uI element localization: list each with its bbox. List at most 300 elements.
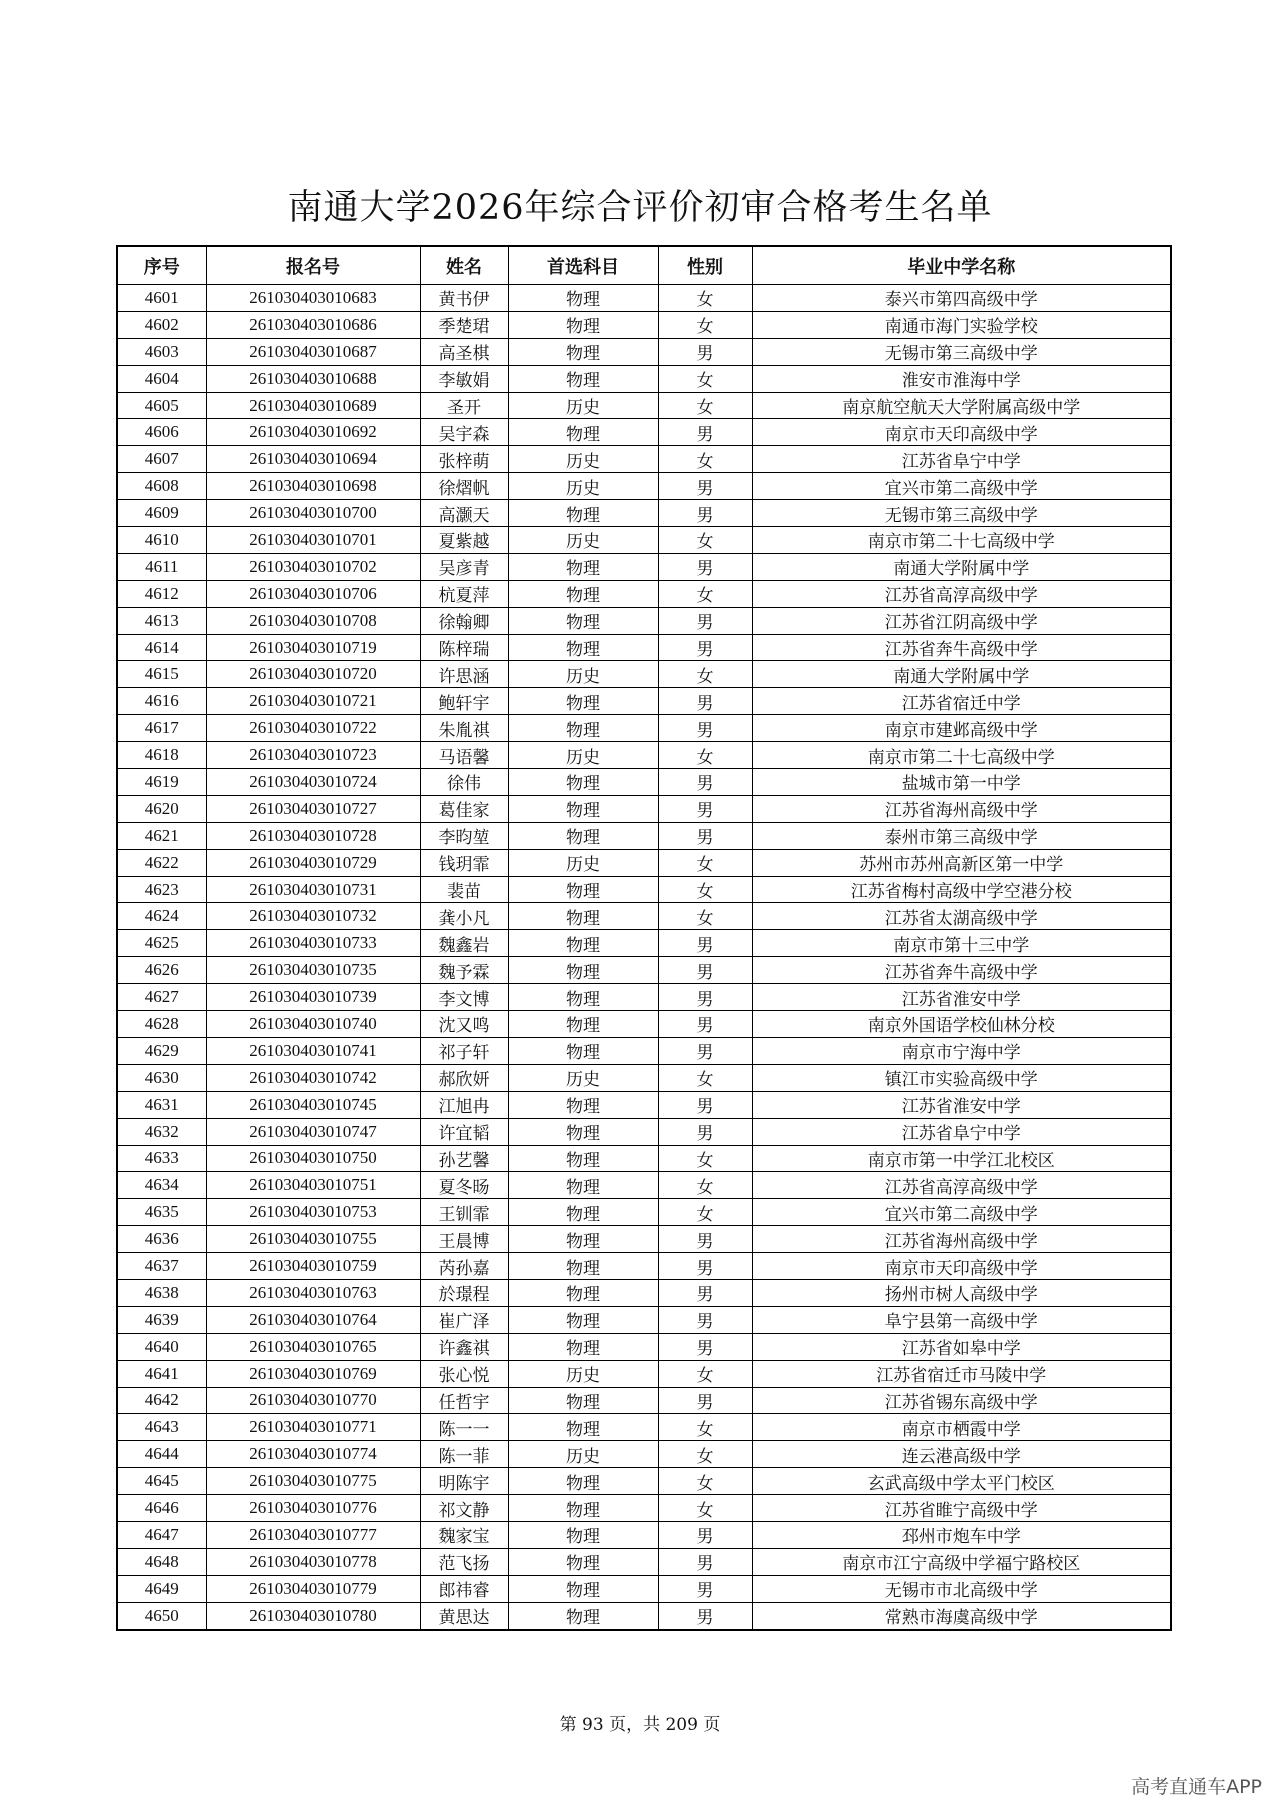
cell-gender: 男	[658, 1279, 752, 1306]
cell-primary-subject: 物理	[508, 553, 658, 580]
table-row	[117, 1441, 1171, 1468]
cell-name: 郝欣妍	[420, 1064, 508, 1091]
cell-school: 淮安市淮海中学	[752, 365, 1171, 392]
cell-gender: 女	[658, 1360, 752, 1387]
cell-primary-subject: 物理	[508, 1333, 658, 1360]
cell-gender: 男	[658, 1575, 752, 1602]
cell-name: 魏鑫岩	[420, 930, 508, 957]
table-row	[117, 580, 1171, 607]
cell-primary-subject: 物理	[508, 1495, 658, 1522]
cell-primary-subject: 物理	[508, 1091, 658, 1118]
cell-index: 4639	[117, 1306, 206, 1333]
cell-school: 江苏省奔牛高级中学	[752, 634, 1171, 661]
table-row	[117, 338, 1171, 365]
table-row	[117, 1226, 1171, 1253]
cell-gender: 女	[658, 1145, 752, 1172]
cell-index: 4602	[117, 311, 206, 338]
cell-name: 沈又鸣	[420, 1011, 508, 1038]
cell-index: 4632	[117, 1118, 206, 1145]
cell-primary-subject: 物理	[508, 634, 658, 661]
table-row	[117, 822, 1171, 849]
cell-index: 4622	[117, 849, 206, 876]
table-row	[117, 1011, 1171, 1038]
cell-gender: 男	[658, 1602, 752, 1629]
cell-name: 葛佳家	[420, 795, 508, 822]
table-row	[117, 1306, 1171, 1333]
cell-school: 无锡市第三高级中学	[752, 338, 1171, 365]
cell-gender: 男	[658, 1091, 752, 1118]
cell-index: 4645	[117, 1468, 206, 1495]
cell-registration-number: 261030403010721	[206, 688, 420, 715]
cell-name: 祁子轩	[420, 1037, 508, 1064]
cell-gender: 男	[658, 769, 752, 796]
cell-primary-subject: 物理	[508, 419, 658, 446]
column-header-name: 姓名	[420, 246, 508, 285]
cell-index: 4644	[117, 1441, 206, 1468]
cell-gender: 男	[658, 1011, 752, 1038]
cell-name: 吴宇森	[420, 419, 508, 446]
cell-index: 4636	[117, 1226, 206, 1253]
cell-registration-number: 261030403010765	[206, 1333, 420, 1360]
table-row	[117, 311, 1171, 338]
cell-primary-subject: 物理	[508, 1414, 658, 1441]
cell-school: 常熟市海虞高级中学	[752, 1602, 1171, 1629]
cell-name: 崔广泽	[420, 1306, 508, 1333]
cell-name: 鲍轩宇	[420, 688, 508, 715]
cell-name: 李文博	[420, 984, 508, 1011]
cell-gender: 男	[658, 930, 752, 957]
cell-school: 南京航空航天大学附属高级中学	[752, 392, 1171, 419]
cell-registration-number: 261030403010727	[206, 795, 420, 822]
cell-primary-subject: 历史	[508, 527, 658, 554]
cell-index: 4611	[117, 553, 206, 580]
cell-primary-subject: 物理	[508, 769, 658, 796]
cell-gender: 女	[658, 849, 752, 876]
table-row	[117, 607, 1171, 634]
cell-school: 江苏省江阴高级中学	[752, 607, 1171, 634]
cell-school: 江苏省阜宁中学	[752, 1118, 1171, 1145]
cell-gender: 男	[658, 1253, 752, 1280]
cell-primary-subject: 历史	[508, 1441, 658, 1468]
cell-gender: 男	[658, 957, 752, 984]
cell-primary-subject: 物理	[508, 338, 658, 365]
cell-school: 江苏省太湖高级中学	[752, 903, 1171, 930]
table-row	[117, 1548, 1171, 1575]
table-row	[117, 527, 1171, 554]
cell-registration-number: 261030403010740	[206, 1011, 420, 1038]
cell-name: 黄思达	[420, 1602, 508, 1629]
table-row	[117, 1091, 1171, 1118]
table-row	[117, 1468, 1171, 1495]
cell-registration-number: 261030403010688	[206, 365, 420, 392]
table-row	[117, 849, 1171, 876]
cell-name: 范飞扬	[420, 1548, 508, 1575]
cell-primary-subject: 物理	[508, 285, 658, 312]
cell-primary-subject: 历史	[508, 1064, 658, 1091]
cell-index: 4642	[117, 1387, 206, 1414]
cell-index: 4617	[117, 715, 206, 742]
cell-primary-subject: 物理	[508, 876, 658, 903]
cell-school: 江苏省高淳高级中学	[752, 580, 1171, 607]
cell-registration-number: 261030403010753	[206, 1199, 420, 1226]
cell-gender: 女	[658, 1468, 752, 1495]
cell-gender: 女	[658, 661, 752, 688]
cell-registration-number: 261030403010778	[206, 1548, 420, 1575]
cell-gender: 女	[658, 527, 752, 554]
cell-name: 魏予霖	[420, 957, 508, 984]
cell-name: 李敏娟	[420, 365, 508, 392]
table-row	[117, 876, 1171, 903]
cell-gender: 女	[658, 742, 752, 769]
table-row	[117, 634, 1171, 661]
table-row	[117, 419, 1171, 446]
cell-primary-subject: 物理	[508, 1226, 658, 1253]
table-row	[117, 769, 1171, 796]
cell-registration-number: 261030403010731	[206, 876, 420, 903]
column-header-gender: 性别	[658, 246, 752, 285]
cell-primary-subject: 物理	[508, 607, 658, 634]
cell-registration-number: 261030403010735	[206, 957, 420, 984]
cell-name: 魏家宝	[420, 1521, 508, 1548]
cell-primary-subject: 物理	[508, 580, 658, 607]
cell-index: 4603	[117, 338, 206, 365]
cell-index: 4624	[117, 903, 206, 930]
cell-name: 裴苗	[420, 876, 508, 903]
cell-name: 王钏霏	[420, 1199, 508, 1226]
cell-gender: 女	[658, 392, 752, 419]
cell-name: 杭夏萍	[420, 580, 508, 607]
cell-primary-subject: 物理	[508, 795, 658, 822]
cell-registration-number: 261030403010687	[206, 338, 420, 365]
cell-primary-subject: 物理	[508, 311, 658, 338]
cell-index: 4631	[117, 1091, 206, 1118]
cell-name: 圣开	[420, 392, 508, 419]
cell-name: 郎祎睿	[420, 1575, 508, 1602]
cell-registration-number: 261030403010742	[206, 1064, 420, 1091]
cell-name: 徐伟	[420, 769, 508, 796]
table-row	[117, 1199, 1171, 1226]
cell-index: 4649	[117, 1575, 206, 1602]
cell-index: 4630	[117, 1064, 206, 1091]
table-header-row	[117, 246, 1171, 285]
cell-gender: 女	[658, 311, 752, 338]
cell-gender: 女	[658, 1199, 752, 1226]
cell-school: 南京市天印高级中学	[752, 419, 1171, 446]
table-row	[117, 1602, 1171, 1629]
cell-registration-number: 261030403010702	[206, 553, 420, 580]
cell-registration-number: 261030403010777	[206, 1521, 420, 1548]
cell-school: 南京市第十三中学	[752, 930, 1171, 957]
column-header-school: 毕业中学名称	[752, 246, 1171, 285]
cell-primary-subject: 历史	[508, 446, 658, 473]
cell-name: 祁文静	[420, 1495, 508, 1522]
cell-index: 4626	[117, 957, 206, 984]
table-row	[117, 285, 1171, 312]
page-footer: 第 93 页，共 209 页	[559, 1715, 721, 1735]
cell-primary-subject: 物理	[508, 822, 658, 849]
cell-gender: 女	[658, 365, 752, 392]
cell-index: 4648	[117, 1548, 206, 1575]
cell-gender: 女	[658, 1495, 752, 1522]
cell-registration-number: 261030403010739	[206, 984, 420, 1011]
cell-primary-subject: 物理	[508, 984, 658, 1011]
cell-name: 任哲宇	[420, 1387, 508, 1414]
table-row	[117, 903, 1171, 930]
table-row	[117, 930, 1171, 957]
cell-school: 江苏省如皋中学	[752, 1333, 1171, 1360]
cell-registration-number: 261030403010732	[206, 903, 420, 930]
cell-registration-number: 261030403010750	[206, 1145, 420, 1172]
cell-name: 明陈宇	[420, 1468, 508, 1495]
cell-primary-subject: 物理	[508, 1521, 658, 1548]
table-row	[117, 365, 1171, 392]
cell-gender: 女	[658, 903, 752, 930]
cell-school: 邳州市炮车中学	[752, 1521, 1171, 1548]
table-row	[117, 957, 1171, 984]
cell-name: 徐熠帆	[420, 473, 508, 500]
cell-index: 4628	[117, 1011, 206, 1038]
cell-registration-number: 261030403010722	[206, 715, 420, 742]
cell-registration-number: 261030403010700	[206, 500, 420, 527]
cell-gender: 男	[658, 419, 752, 446]
cell-name: 许思涵	[420, 661, 508, 688]
cell-registration-number: 261030403010764	[206, 1306, 420, 1333]
cell-school: 江苏省海州高级中学	[752, 1226, 1171, 1253]
cell-index: 4635	[117, 1199, 206, 1226]
cell-index: 4620	[117, 795, 206, 822]
table-body	[117, 285, 1171, 1630]
table-row	[117, 473, 1171, 500]
table-row	[117, 1145, 1171, 1172]
cell-index: 4647	[117, 1521, 206, 1548]
cell-gender: 男	[658, 473, 752, 500]
cell-name: 张心悦	[420, 1360, 508, 1387]
cell-primary-subject: 物理	[508, 365, 658, 392]
cell-index: 4638	[117, 1279, 206, 1306]
cell-index: 4627	[117, 984, 206, 1011]
cell-school: 苏州市苏州高新区第一中学	[752, 849, 1171, 876]
cell-school: 宜兴市第二高级中学	[752, 473, 1171, 500]
cell-primary-subject: 历史	[508, 473, 658, 500]
cell-registration-number: 261030403010686	[206, 311, 420, 338]
cell-school: 南通大学附属中学	[752, 553, 1171, 580]
cell-school: 南通大学附属中学	[752, 661, 1171, 688]
cell-registration-number: 261030403010698	[206, 473, 420, 500]
table-row	[117, 1414, 1171, 1441]
cell-name: 陈梓瑞	[420, 634, 508, 661]
cell-index: 4629	[117, 1037, 206, 1064]
cell-primary-subject: 物理	[508, 957, 658, 984]
cell-index: 4612	[117, 580, 206, 607]
cell-name: 朱胤祺	[420, 715, 508, 742]
cell-index: 4637	[117, 1253, 206, 1280]
cell-registration-number: 261030403010728	[206, 822, 420, 849]
cell-gender: 女	[658, 285, 752, 312]
cell-name: 许宜韬	[420, 1118, 508, 1145]
cell-registration-number: 261030403010771	[206, 1414, 420, 1441]
cell-registration-number: 261030403010720	[206, 661, 420, 688]
cell-index: 4609	[117, 500, 206, 527]
cell-gender: 男	[658, 338, 752, 365]
cell-registration-number: 261030403010775	[206, 1468, 420, 1495]
cell-school: 宜兴市第二高级中学	[752, 1199, 1171, 1226]
cell-registration-number: 261030403010692	[206, 419, 420, 446]
cell-name: 陈一一	[420, 1414, 508, 1441]
table-row	[117, 688, 1171, 715]
cell-primary-subject: 物理	[508, 1387, 658, 1414]
cell-school: 南京市宁海中学	[752, 1037, 1171, 1064]
cell-registration-number: 261030403010723	[206, 742, 420, 769]
cell-primary-subject: 物理	[508, 1253, 658, 1280]
cell-primary-subject: 物理	[508, 930, 658, 957]
cell-school: 玄武高级中学太平门校区	[752, 1468, 1171, 1495]
cell-index: 4604	[117, 365, 206, 392]
cell-index: 4621	[117, 822, 206, 849]
cell-school: 连云港高级中学	[752, 1441, 1171, 1468]
table-row	[117, 500, 1171, 527]
cell-gender: 男	[658, 553, 752, 580]
cell-primary-subject: 历史	[508, 849, 658, 876]
cell-index: 4614	[117, 634, 206, 661]
table-row	[117, 1037, 1171, 1064]
cell-gender: 男	[658, 795, 752, 822]
cell-gender: 男	[658, 1333, 752, 1360]
cell-gender: 女	[658, 1064, 752, 1091]
cell-gender: 男	[658, 607, 752, 634]
cell-name: 孙艺馨	[420, 1145, 508, 1172]
column-header-index: 序号	[117, 246, 206, 285]
cell-primary-subject: 物理	[508, 715, 658, 742]
cell-name: 高灏天	[420, 500, 508, 527]
cell-school: 泰州市第三高级中学	[752, 822, 1171, 849]
cell-registration-number: 261030403010708	[206, 607, 420, 634]
cell-index: 4601	[117, 285, 206, 312]
table-row	[117, 984, 1171, 1011]
cell-index: 4641	[117, 1360, 206, 1387]
table-row	[117, 1387, 1171, 1414]
cell-registration-number: 261030403010683	[206, 285, 420, 312]
cell-index: 4643	[117, 1414, 206, 1441]
cell-index: 4605	[117, 392, 206, 419]
cell-school: 南京市建邺高级中学	[752, 715, 1171, 742]
cell-index: 4619	[117, 769, 206, 796]
cell-registration-number: 261030403010769	[206, 1360, 420, 1387]
cell-index: 4607	[117, 446, 206, 473]
table-row	[117, 1360, 1171, 1387]
cell-gender: 男	[658, 1387, 752, 1414]
table-row	[117, 1279, 1171, 1306]
cell-gender: 男	[658, 500, 752, 527]
cell-primary-subject: 物理	[508, 1306, 658, 1333]
cell-registration-number: 261030403010724	[206, 769, 420, 796]
cell-school: 江苏省梅村高级中学空港分校	[752, 876, 1171, 903]
cell-school: 泰兴市第四高级中学	[752, 285, 1171, 312]
cell-school: 南京市天印高级中学	[752, 1253, 1171, 1280]
table-row	[117, 1253, 1171, 1280]
cell-registration-number: 261030403010701	[206, 527, 420, 554]
cell-gender: 女	[658, 446, 752, 473]
cell-name: 龚小凡	[420, 903, 508, 930]
cell-primary-subject: 物理	[508, 1602, 658, 1629]
cell-school: 江苏省淮安中学	[752, 1091, 1171, 1118]
cell-gender: 男	[658, 1118, 752, 1145]
cell-school: 南京外国语学校仙林分校	[752, 1011, 1171, 1038]
cell-registration-number: 261030403010694	[206, 446, 420, 473]
cell-registration-number: 261030403010733	[206, 930, 420, 957]
cell-school: 阜宁县第一高级中学	[752, 1306, 1171, 1333]
cell-registration-number: 261030403010763	[206, 1279, 420, 1306]
cell-registration-number: 261030403010689	[206, 392, 420, 419]
cell-index: 4640	[117, 1333, 206, 1360]
cell-school: 盐城市第一中学	[752, 769, 1171, 796]
table-row	[117, 1172, 1171, 1199]
document-title: 南通大学2026年综合评价初审合格考生名单	[287, 188, 993, 228]
cell-gender: 男	[658, 1037, 752, 1064]
cell-name: 黄书伊	[420, 285, 508, 312]
column-header-primary-subject: 首选科目	[508, 246, 658, 285]
cell-school: 江苏省海州高级中学	[752, 795, 1171, 822]
roster-table	[116, 245, 1172, 1631]
table-row	[117, 392, 1171, 419]
cell-index: 4650	[117, 1602, 206, 1629]
cell-primary-subject: 物理	[508, 1118, 658, 1145]
cell-gender: 女	[658, 1172, 752, 1199]
cell-school: 江苏省锡东高级中学	[752, 1387, 1171, 1414]
cell-name: 钱玥霏	[420, 849, 508, 876]
cell-school: 江苏省淮安中学	[752, 984, 1171, 1011]
cell-school: 江苏省宿迁市马陵中学	[752, 1360, 1171, 1387]
table-row	[117, 661, 1171, 688]
cell-gender: 女	[658, 1414, 752, 1441]
cell-registration-number: 261030403010719	[206, 634, 420, 661]
cell-gender: 男	[658, 984, 752, 1011]
table-row	[117, 1118, 1171, 1145]
cell-name: 吴彦青	[420, 553, 508, 580]
cell-name: 陈一菲	[420, 1441, 508, 1468]
table-row	[117, 446, 1171, 473]
cell-index: 4623	[117, 876, 206, 903]
cell-index: 4634	[117, 1172, 206, 1199]
table-row	[117, 715, 1171, 742]
cell-gender: 男	[658, 1226, 752, 1253]
cell-primary-subject: 物理	[508, 1279, 658, 1306]
cell-gender: 男	[658, 634, 752, 661]
cell-primary-subject: 物理	[508, 1037, 658, 1064]
cell-gender: 男	[658, 688, 752, 715]
cell-school: 南京市第二十七高级中学	[752, 742, 1171, 769]
cell-registration-number: 261030403010770	[206, 1387, 420, 1414]
cell-school: 南京市江宁高级中学福宁路校区	[752, 1548, 1171, 1575]
cell-name: 张梓萌	[420, 446, 508, 473]
cell-primary-subject: 物理	[508, 1548, 658, 1575]
cell-index: 4646	[117, 1495, 206, 1522]
table-row	[117, 1521, 1171, 1548]
cell-name: 李昀堃	[420, 822, 508, 849]
cell-registration-number: 261030403010747	[206, 1118, 420, 1145]
cell-school: 江苏省高淳高级中学	[752, 1172, 1171, 1199]
cell-primary-subject: 物理	[508, 688, 658, 715]
cell-gender: 男	[658, 1548, 752, 1575]
cell-school: 江苏省睢宁高级中学	[752, 1495, 1171, 1522]
cell-name: 王晨博	[420, 1226, 508, 1253]
cell-index: 4618	[117, 742, 206, 769]
cell-registration-number: 261030403010779	[206, 1575, 420, 1602]
cell-name: 夏紫越	[420, 527, 508, 554]
cell-gender: 男	[658, 1521, 752, 1548]
cell-school: 南京市第二十七高级中学	[752, 527, 1171, 554]
cell-school: 扬州市树人高级中学	[752, 1279, 1171, 1306]
cell-primary-subject: 物理	[508, 903, 658, 930]
